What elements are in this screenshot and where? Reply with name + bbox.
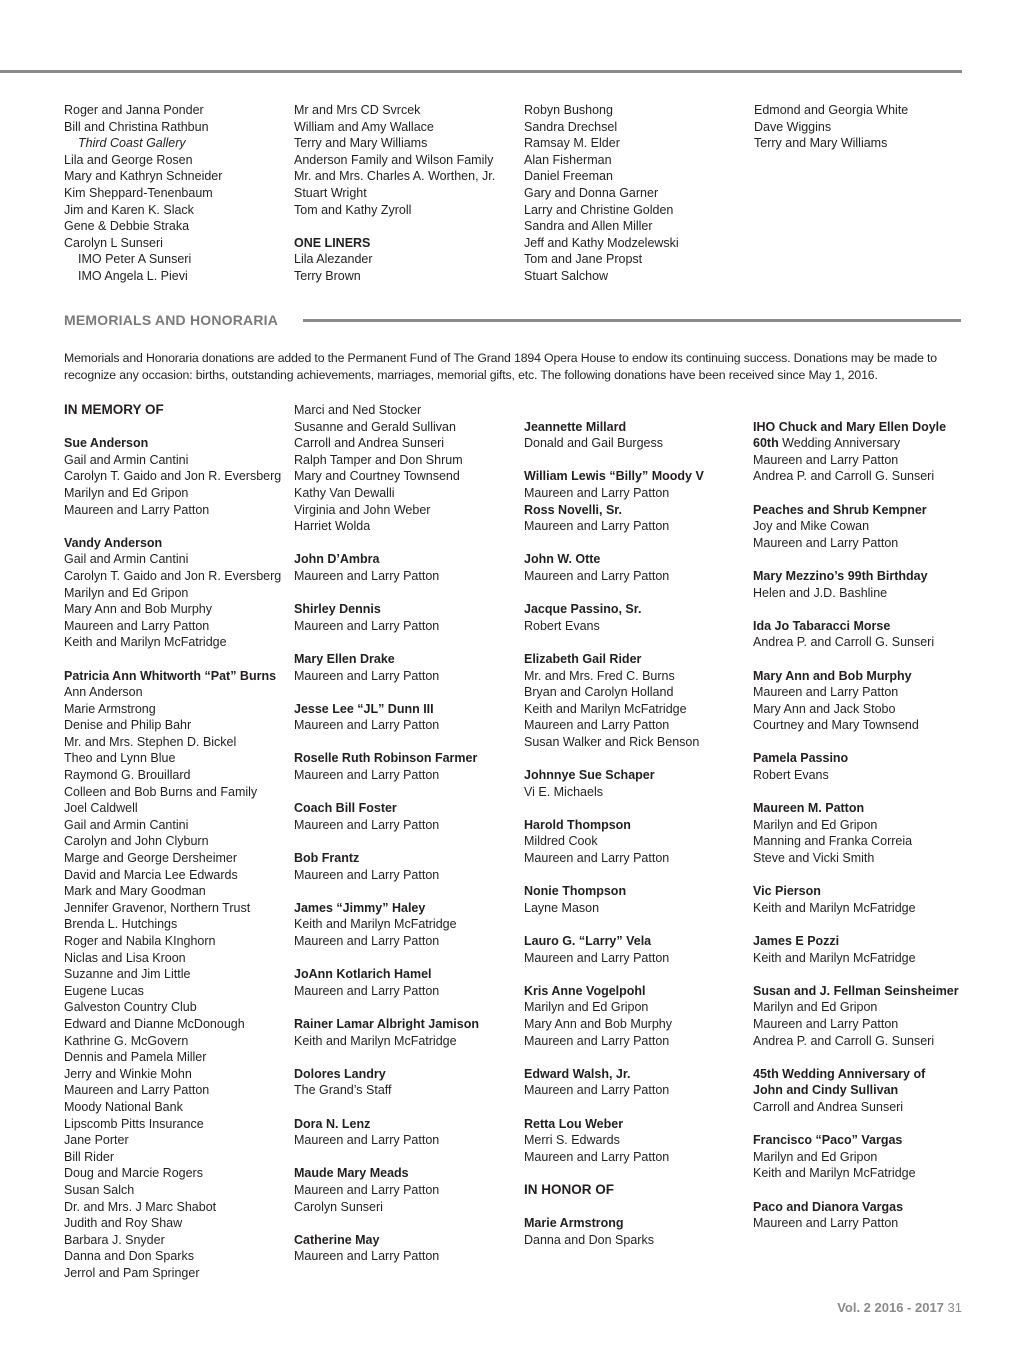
donor-name: Maureen and Larry Patton bbox=[524, 718, 670, 733]
spacer bbox=[524, 867, 704, 884]
honoree-heading: Rainer Lamar Albright Jamison bbox=[294, 1016, 479, 1031]
spacer bbox=[753, 551, 959, 568]
donor-name: Maureen and Larry Patton bbox=[294, 983, 440, 998]
donor-name: Mr and Mrs CD Svrcek bbox=[294, 103, 421, 117]
spacer bbox=[524, 1049, 704, 1066]
donor-name: Marilyn and Ed Gripon bbox=[753, 1000, 878, 1015]
donor-name: Theo and Lynn Blue bbox=[64, 751, 176, 766]
donor-name: Suzanne and Jim Little bbox=[64, 967, 191, 982]
honoree-heading: Francisco “Paco” Vargas bbox=[753, 1133, 903, 1148]
donor-name: Terry Brown bbox=[294, 268, 361, 283]
donor-name: Maureen and Larry Patton bbox=[294, 718, 440, 733]
donor-name: Susanne and Gerald Sullivan bbox=[294, 419, 456, 434]
donor-name: Kathrine G. McGovern bbox=[64, 1033, 189, 1048]
spacer bbox=[294, 999, 479, 1016]
donor-name: Terry and Mary Williams bbox=[294, 136, 428, 151]
donor-name: Maureen and Larry Patton bbox=[753, 452, 899, 467]
memorial-column-3 bbox=[524, 402, 704, 1248]
honoree-heading: Peaches and Shrub Kempner bbox=[753, 502, 927, 517]
spacer bbox=[524, 634, 704, 651]
donor-name: Danna and Don Sparks bbox=[524, 1232, 654, 1247]
donor-name: Galveston Country Club bbox=[64, 1000, 197, 1015]
spacer bbox=[753, 402, 959, 419]
donor-name: Marilyn and Ed Gripon bbox=[524, 1000, 649, 1015]
donor-column-1 bbox=[64, 102, 222, 285]
donor-name: Keith and Marilyn McFatridge bbox=[294, 917, 457, 932]
honoree-heading: Maureen M. Patton bbox=[753, 801, 865, 816]
honoree-heading: Dolores Landry bbox=[294, 1066, 386, 1081]
donor-name: Mary and Courtney Townsend bbox=[294, 469, 460, 484]
donor-name: Mary Ann and Bob Murphy bbox=[524, 1016, 672, 1031]
spacer bbox=[524, 750, 704, 767]
donor-name: Colleen and Bob Burns and Family bbox=[64, 784, 258, 799]
donor-name: Lila and George Rosen bbox=[64, 152, 193, 167]
honoree-heading: ONE LINERS bbox=[294, 235, 371, 250]
donor-name: Mr. and Mrs. Stephen D. Bickel bbox=[64, 734, 237, 749]
donor-name: Keith and Marilyn McFatridge bbox=[64, 635, 227, 650]
spacer bbox=[753, 867, 959, 884]
spacer bbox=[753, 1116, 959, 1133]
donor-name: Gail and Armin Cantini bbox=[64, 452, 189, 467]
donor-name: Harriet Wolda bbox=[294, 519, 371, 534]
donor-name: Andrea P. and Carroll G. Sunseri bbox=[753, 469, 935, 484]
spacer bbox=[294, 950, 479, 967]
donor-name: Virginia and John Weber bbox=[294, 502, 431, 517]
spacer bbox=[753, 734, 959, 751]
donor-name: Ralph Tamper and Don Shrum bbox=[294, 452, 463, 467]
honoree-heading: Jeannette Millard bbox=[524, 419, 627, 434]
donor-name: Helen and J.D. Bashline bbox=[753, 585, 888, 600]
honoree-heading: William Lewis “Billy” Moody V bbox=[524, 469, 704, 484]
honoree-heading: Ross Novelli, Sr. bbox=[524, 502, 622, 517]
spacer bbox=[524, 402, 704, 419]
donor-name: Kim Sheppard-Tenenbaum bbox=[64, 185, 213, 200]
spacer bbox=[64, 651, 281, 668]
donor-name: Maureen and Larry Patton bbox=[294, 618, 440, 633]
donor-name: Gail and Armin Cantini bbox=[64, 817, 189, 832]
donor-name: Maureen and Larry Patton bbox=[524, 1149, 670, 1164]
page-footer bbox=[837, 1300, 962, 1315]
section-heading: IN MEMORY OF bbox=[64, 402, 164, 417]
spacer bbox=[294, 784, 479, 801]
honoree-heading: Marie Armstrong bbox=[524, 1216, 624, 1231]
donor-name: Gary and Donna Garner bbox=[524, 185, 659, 200]
honoree-heading: Susan and J. Fellman Seinsheimer bbox=[753, 983, 959, 998]
donor-name: Barbara J. Snyder bbox=[64, 1232, 165, 1247]
donor-name: Carolyn T. Gaido and Jon R. Eversberg bbox=[64, 568, 282, 583]
spacer bbox=[753, 485, 959, 502]
donor-name: Daniel Freeman bbox=[524, 169, 613, 184]
spacer bbox=[294, 218, 495, 235]
donor-name: Judith and Roy Shaw bbox=[64, 1216, 183, 1231]
spacer bbox=[524, 800, 704, 817]
donor-column-4 bbox=[754, 102, 908, 152]
memorial-column-2 bbox=[294, 402, 479, 1265]
donor-name: Robert Evans bbox=[524, 618, 600, 633]
donor-name: Joy and Mike Cowan bbox=[753, 519, 870, 534]
section-heading: IN HONOR OF bbox=[524, 1181, 614, 1197]
spacer bbox=[524, 535, 704, 552]
donor-name: Vi E. Michaels bbox=[524, 784, 603, 799]
spacer bbox=[294, 535, 479, 552]
donor-name: Maureen and Larry Patton bbox=[753, 685, 899, 700]
honoree-heading: Elizabeth Gail Rider bbox=[524, 651, 642, 666]
donor-name: Joel Caldwell bbox=[64, 801, 138, 816]
entry-line bbox=[753, 435, 959, 452]
spacer bbox=[294, 883, 479, 900]
donor-name: Mildred Cook bbox=[524, 834, 598, 849]
honoree-heading: Lauro G. “Larry” Vela bbox=[524, 934, 652, 948]
spacer bbox=[294, 1049, 479, 1066]
honoree-heading: 45th Wedding Anniversary of bbox=[753, 1066, 926, 1081]
donor-column-2 bbox=[294, 102, 495, 285]
honoree-heading: Maude Mary Meads bbox=[294, 1166, 409, 1181]
donor-name: Merri S. Edwards bbox=[524, 1133, 620, 1148]
donor-name: Robyn Bushong bbox=[524, 103, 613, 117]
spacer bbox=[753, 1182, 959, 1199]
donor-name: Raymond G. Brouillard bbox=[64, 768, 191, 783]
top-rule bbox=[0, 70, 962, 73]
donor-name: Maureen and Larry Patton bbox=[294, 568, 440, 583]
spacer bbox=[294, 734, 479, 751]
honoree-heading: Retta Lou Weber bbox=[524, 1116, 624, 1131]
memorial-column-4 bbox=[753, 402, 959, 1232]
donor-name: Jane Porter bbox=[64, 1133, 129, 1148]
donor-name: Sandra and Allen Miller bbox=[524, 219, 653, 234]
donor-name: Mary Ann and Jack Stobo bbox=[753, 701, 896, 716]
donor-name: Maureen and Larry Patton bbox=[524, 485, 670, 500]
donor-name: Keith and Marilyn McFatridge bbox=[753, 950, 916, 965]
honoree-heading: John D’Ambra bbox=[294, 552, 380, 567]
spacer bbox=[294, 1149, 479, 1166]
donor-name: Keith and Marilyn McFatridge bbox=[524, 701, 687, 716]
honoree-heading: Paco and Dianora Vargas bbox=[753, 1199, 904, 1214]
spacer bbox=[294, 684, 479, 701]
honoree-heading: Catherine May bbox=[294, 1232, 380, 1247]
donor-note: IMO Angela L. Pievi bbox=[78, 268, 188, 283]
honoree-heading: Roselle Ruth Robinson Farmer bbox=[294, 751, 478, 766]
donor-name: Maureen and Larry Patton bbox=[753, 1216, 899, 1231]
donor-name: Andrea P. and Carroll G. Sunseri bbox=[753, 635, 935, 650]
spacer bbox=[294, 833, 479, 850]
honoree-heading: Mary Ann and Bob Murphy bbox=[753, 668, 912, 683]
section-title: MEMORIALS AND HONORARIA bbox=[64, 312, 279, 328]
donor-name: Jerrol and Pam Springer bbox=[64, 1265, 200, 1280]
donor-name: Maureen and Larry Patton bbox=[294, 867, 440, 882]
donor-name: Mr. and Mrs. Charles A. Worthen, Jr. bbox=[294, 169, 496, 184]
donor-name: Jim and Karen K. Slack bbox=[64, 202, 194, 217]
donor-name: Carolyn L Sunseri bbox=[64, 235, 163, 250]
spacer bbox=[753, 784, 959, 801]
donor-name: Sandra Drechsel bbox=[524, 119, 618, 134]
donor-name: Jeff and Kathy Modzelewski bbox=[524, 235, 679, 250]
honoree-heading: Shirley Dennis bbox=[294, 602, 381, 617]
donor-name: Maureen and Larry Patton bbox=[294, 1182, 440, 1197]
donor-name: Mary and Kathryn Schneider bbox=[64, 169, 223, 184]
honoree-heading: Dora N. Lenz bbox=[294, 1116, 371, 1131]
donor-name: Ramsay M. Elder bbox=[524, 136, 620, 151]
entry-rest: Wedding Anniversary bbox=[778, 436, 901, 451]
spacer bbox=[64, 518, 281, 535]
honoree-heading: Patricia Ann Whitworth “Pat” Burns bbox=[64, 668, 277, 683]
spacer bbox=[524, 916, 704, 933]
donor-name: Maureen and Larry Patton bbox=[64, 618, 210, 633]
honoree-heading: Jacque Passino, Sr. bbox=[524, 602, 642, 617]
donor-name: Gene & Debbie Straka bbox=[64, 219, 190, 234]
donor-name: Maureen and Larry Patton bbox=[524, 1083, 670, 1098]
honoree-heading: Nonie Thompson bbox=[524, 884, 627, 899]
donor-name: Marilyn and Ed Gripon bbox=[753, 817, 878, 832]
donor-name: Carroll and Andrea Sunseri bbox=[753, 1099, 904, 1114]
donor-name: Lipscomb Pitts Insurance bbox=[64, 1116, 204, 1131]
donor-name: Maureen and Larry Patton bbox=[524, 519, 670, 534]
donor-name: Doug and Marcie Rogers bbox=[64, 1166, 203, 1181]
honoree-heading: Pamela Passino bbox=[753, 751, 849, 766]
section-rule bbox=[303, 319, 961, 322]
donor-name: Manning and Franka Correia bbox=[753, 834, 913, 849]
donor-name: Bill Rider bbox=[64, 1149, 115, 1164]
donor-name: Maureen and Larry Patton bbox=[294, 1249, 440, 1264]
donor-name: Kathy Van Dewalli bbox=[294, 485, 395, 500]
donor-name: Niclas and Lisa Kroon bbox=[64, 950, 186, 965]
spacer bbox=[294, 1099, 479, 1116]
donor-name: Steve and Vicki Smith bbox=[753, 851, 875, 866]
donor-name: Tom and Jane Propst bbox=[524, 252, 643, 267]
spacer bbox=[753, 966, 959, 983]
honoree-heading: Jesse Lee “JL” Dunn III bbox=[294, 701, 434, 716]
spacer bbox=[753, 601, 959, 618]
donor-name: Tom and Kathy Zyroll bbox=[294, 202, 412, 217]
donor-name: Terry and Mary Williams bbox=[754, 136, 888, 151]
spacer bbox=[294, 634, 479, 651]
donor-name: Andrea P. and Carroll G. Sunseri bbox=[753, 1033, 935, 1048]
donor-name: Roger and Nabila KInghorn bbox=[64, 934, 216, 948]
donor-name: Robert Evans bbox=[753, 768, 829, 783]
donor-name: Anderson Family and Wilson Family bbox=[294, 152, 494, 167]
intro-paragraph bbox=[64, 350, 964, 383]
donor-name: Edward and Dianne McDonough bbox=[64, 1016, 245, 1031]
spacer bbox=[524, 452, 704, 469]
donor-name: William and Amy Wallace bbox=[294, 119, 434, 134]
donor-name: Alan Fisherman bbox=[524, 152, 612, 167]
spacer bbox=[524, 1099, 704, 1116]
donor-name: Maureen and Larry Patton bbox=[294, 668, 440, 683]
donor-name: Roger and Janna Ponder bbox=[64, 103, 204, 117]
donor-name: Lila Alezander bbox=[294, 252, 373, 267]
honoree-heading: Edward Walsh, Jr. bbox=[524, 1066, 631, 1081]
donor-column-3 bbox=[524, 102, 679, 285]
donor-name: Donald and Gail Burgess bbox=[524, 436, 663, 451]
donor-name: Maureen and Larry Patton bbox=[294, 817, 440, 832]
honoree-heading: James “Jimmy” Haley bbox=[294, 900, 426, 915]
honoree-heading: Vandy Anderson bbox=[64, 535, 163, 550]
donor-name: Maureen and Larry Patton bbox=[524, 568, 670, 583]
spacer bbox=[524, 966, 704, 983]
donor-name: Marilyn and Ed Gripon bbox=[64, 485, 189, 500]
honoree-heading: James E Pozzi bbox=[753, 934, 840, 948]
donor-name: Dr. and Mrs. J Marc Shabot bbox=[64, 1199, 217, 1214]
donor-name: Maureen and Larry Patton bbox=[753, 1016, 899, 1031]
donor-name: Maureen and Larry Patton bbox=[64, 1083, 210, 1098]
donor-name: Larry and Christine Golden bbox=[524, 202, 674, 217]
donor-name: Moody National Bank bbox=[64, 1099, 183, 1114]
spacer bbox=[753, 1049, 959, 1066]
donor-name: Marie Armstrong bbox=[64, 701, 156, 716]
donor-name: Jerry and Winkie Mohn bbox=[64, 1066, 192, 1081]
donor-name: Maureen and Larry Patton bbox=[64, 502, 210, 517]
honoree-heading: Bob Frantz bbox=[294, 851, 360, 866]
donor-name: Keith and Marilyn McFatridge bbox=[753, 1166, 916, 1181]
spacer bbox=[753, 916, 959, 933]
donor-name: Bryan and Carolyn Holland bbox=[524, 685, 674, 700]
donor-name: Eugene Lucas bbox=[64, 983, 144, 998]
honoree-heading: Sue Anderson bbox=[64, 436, 149, 451]
honoree-heading: John and Cindy Sullivan bbox=[753, 1083, 899, 1098]
memorial-column-1 bbox=[64, 402, 281, 1281]
honoree-heading: Ida Jo Tabaracci Morse bbox=[753, 618, 891, 633]
donor-name: Maureen and Larry Patton bbox=[753, 535, 899, 550]
donor-name: Marilyn and Ed Gripon bbox=[64, 585, 189, 600]
donor-name: Gail and Armin Cantini bbox=[64, 552, 189, 567]
honoree-heading: Mary Ellen Drake bbox=[294, 651, 395, 666]
donor-name: Maureen and Larry Patton bbox=[524, 1033, 670, 1048]
donor-name: Jennifer Gravenor, Northern Trust bbox=[64, 900, 251, 915]
page-number: 31 bbox=[947, 1300, 962, 1315]
donor-name: Carolyn and John Clyburn bbox=[64, 834, 209, 849]
donor-name: Courtney and Mary Townsend bbox=[753, 718, 919, 733]
donor-name: Maureen and Larry Patton bbox=[524, 851, 670, 866]
donor-name: Bill and Christina Rathbun bbox=[64, 119, 209, 134]
donor-name: Danna and Don Sparks bbox=[64, 1249, 194, 1264]
donor-name: Maureen and Larry Patton bbox=[294, 1133, 440, 1148]
volume-label: Vol. 2 2016 - 2017 bbox=[837, 1300, 944, 1315]
honoree-heading: JoAnn Kotlarich Hamel bbox=[294, 967, 432, 982]
spacer bbox=[294, 585, 479, 602]
intro-line: recognize any occasion: births, outstanding achievements, marriages, memorial gifts, etc. The following donations have been received since May 1, 2016. bbox=[64, 367, 878, 382]
donor-name: Layne Mason bbox=[524, 900, 600, 915]
donor-name: Carroll and Andrea Sunseri bbox=[294, 436, 445, 451]
donor-name: Stuart Salchow bbox=[524, 268, 609, 283]
donor-name: Marilyn and Ed Gripon bbox=[753, 1149, 878, 1164]
donor-name: Edmond and Georgia White bbox=[754, 103, 909, 117]
spacer bbox=[64, 419, 281, 436]
donor-name: Keith and Marilyn McFatridge bbox=[753, 900, 916, 915]
spacer bbox=[524, 585, 704, 602]
donor-name: Susan Salch bbox=[64, 1182, 135, 1197]
donor-name: Mary Ann and Bob Murphy bbox=[64, 602, 212, 617]
donor-name: Mr. and Mrs. Fred C. Burns bbox=[524, 668, 675, 683]
honoree-heading: Vic Pierson bbox=[753, 884, 821, 899]
donor-name: Keith and Marilyn McFatridge bbox=[294, 1033, 457, 1048]
donor-name: Marge and George Dersheimer bbox=[64, 851, 237, 866]
donor-name: Maureen and Larry Patton bbox=[294, 768, 440, 783]
donor-note: IMO Peter A Sunseri bbox=[78, 252, 192, 267]
donor-name: David and Marcia Lee Edwards bbox=[64, 867, 238, 882]
donor-name: Mark and Mary Goodman bbox=[64, 884, 206, 899]
donor-name: Carolyn T. Gaido and Jon R. Eversberg bbox=[64, 469, 282, 484]
donor-name: Dennis and Pamela Miller bbox=[64, 1050, 207, 1065]
intro-line: Memorials and Honoraria donations are added to the Permanent Fund of The Grand 1894 Opera House to endow its continuing success. Donations may be made to bbox=[64, 351, 937, 365]
donor-name: Maureen and Larry Patton bbox=[524, 950, 670, 965]
honoree-heading: Mary Mezzino’s 99th Birthday bbox=[753, 568, 928, 583]
donor-name: Ann Anderson bbox=[64, 685, 143, 700]
donor-name: Stuart Wright bbox=[294, 185, 367, 200]
donor-name: The Grand’s Staff bbox=[294, 1083, 392, 1098]
honoree-heading: Kris Anne Vogelpohl bbox=[524, 983, 646, 998]
honoree-heading: Johnnye Sue Schaper bbox=[524, 768, 655, 783]
donor-name: Maureen and Larry Patton bbox=[294, 934, 440, 948]
honoree-heading: IHO Chuck and Mary Ellen Doyle bbox=[753, 419, 947, 434]
donor-name: Carolyn Sunseri bbox=[294, 1199, 383, 1214]
donor-name: Denise and Philip Bahr bbox=[64, 718, 192, 733]
honoree-heading: Harold Thompson bbox=[524, 817, 631, 832]
donor-name: Marci and Ned Stocker bbox=[294, 403, 422, 417]
spacer bbox=[294, 1215, 479, 1232]
spacer bbox=[524, 1199, 704, 1216]
spacer bbox=[753, 651, 959, 668]
donor-note: Third Coast Gallery bbox=[78, 136, 186, 151]
honoree-heading: Coach Bill Foster bbox=[294, 801, 397, 816]
donor-name: Dave Wiggins bbox=[754, 119, 832, 134]
entry-lead: 60th bbox=[753, 436, 779, 451]
honoree-heading: John W. Otte bbox=[524, 552, 601, 567]
donor-name: Brenda L. Hutchings bbox=[64, 917, 178, 932]
donor-name: Susan Walker and Rick Benson bbox=[524, 734, 700, 749]
spacer bbox=[524, 1165, 704, 1182]
